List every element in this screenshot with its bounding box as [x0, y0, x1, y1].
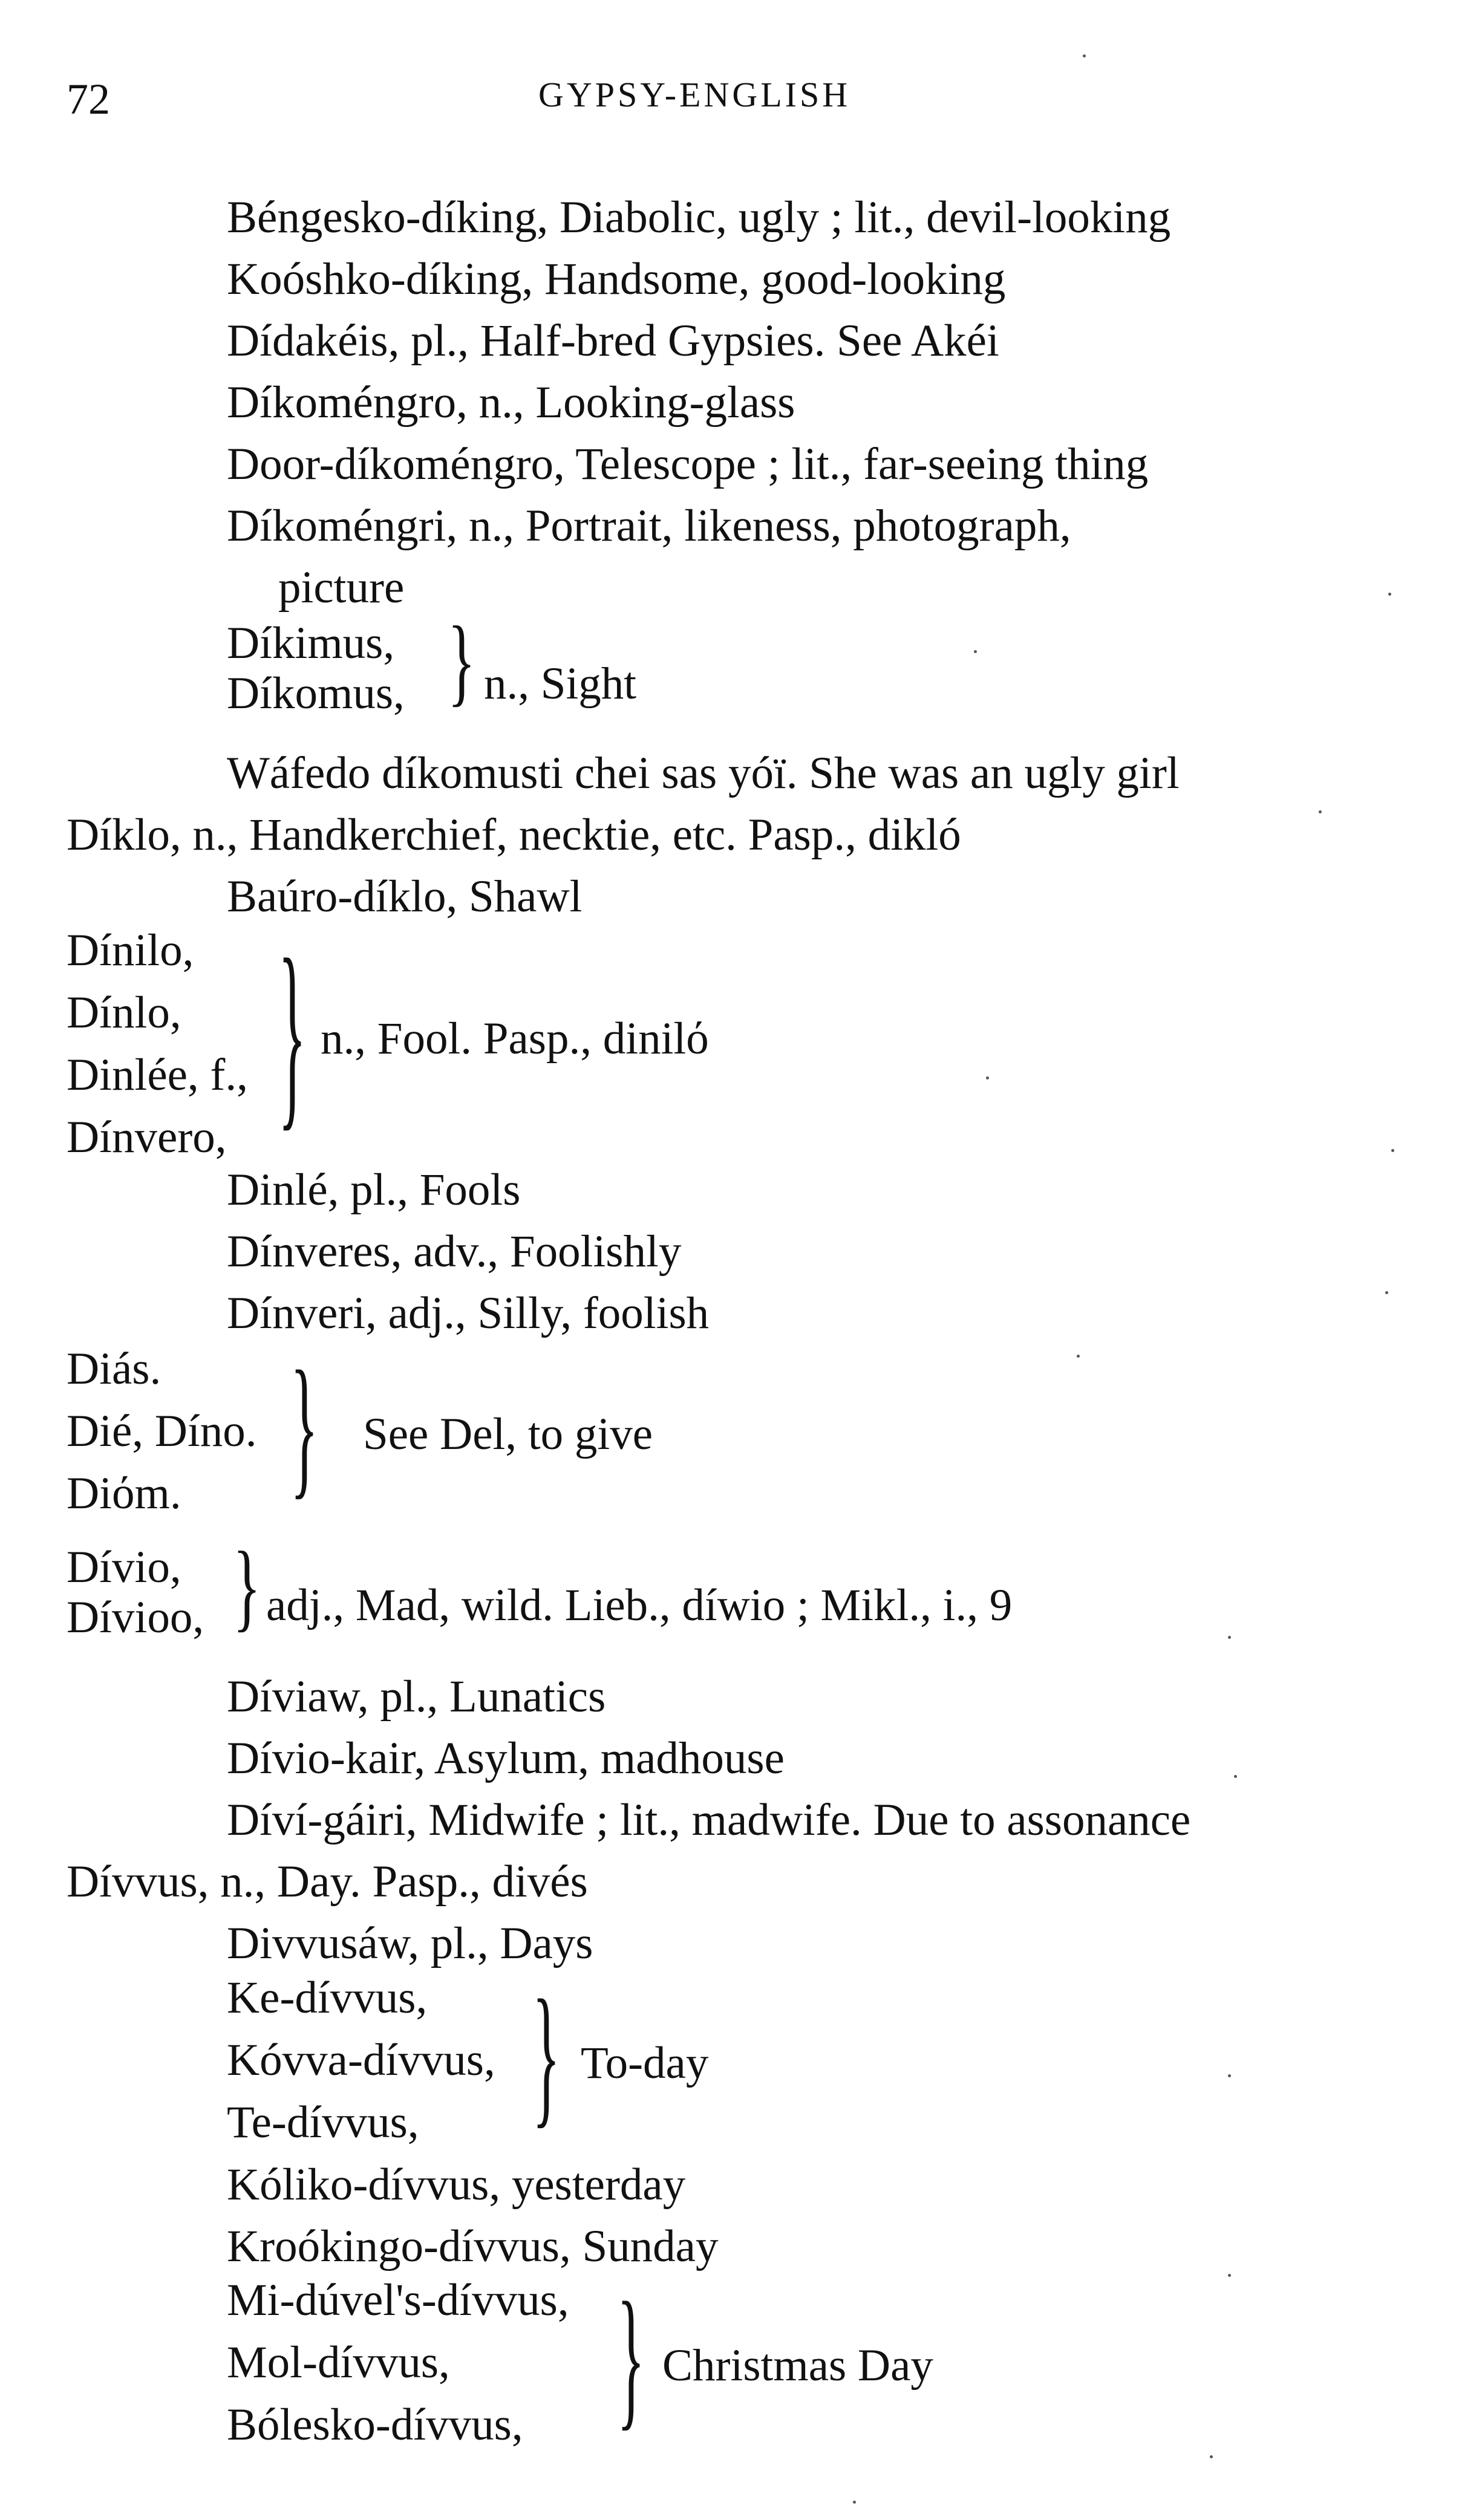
group-item: Ke-dívvus, [227, 1973, 428, 2023]
brace-icon: } [617, 2269, 645, 2444]
entry-line: Baúro-díklo, Shawl [227, 871, 583, 922]
group-item: Dié, Díno. [67, 1406, 257, 1456]
entry-line: Dinlé, pl., Fools [227, 1165, 521, 1215]
speck-mark [853, 2501, 856, 2504]
group-item: Dinlée, f., [67, 1050, 248, 1100]
entry-headword-line: Dívvus, n., Day. Pasp., divés [67, 1857, 588, 1907]
speck-mark [1228, 2074, 1231, 2077]
brace-icon: } [532, 1967, 561, 2142]
speck-mark [1228, 1636, 1231, 1639]
entry-continuation: picture [278, 562, 405, 613]
speck-mark [1391, 1149, 1394, 1152]
entry-line: Béngesko-díking, Diabolic, ugly ; lit., devil-looking [227, 192, 1171, 243]
group-item: Dívio, [67, 1542, 181, 1592]
speck-mark [1234, 1775, 1237, 1778]
bracket-group-today [227, 1967, 495, 2154]
entry-line: Dívio-kair, Asylum, madhouse [227, 1733, 785, 1783]
group-item: Díkomus, [227, 668, 405, 718]
speck-mark [1228, 2274, 1231, 2277]
speck-mark [974, 650, 977, 653]
brace-icon: } [290, 1338, 319, 1513]
group-item: Mi-dúvel's-dívvus, [227, 2275, 569, 2325]
entry-line: Díviaw, pl., Lunatics [227, 1672, 606, 1722]
group-item: Diόm. [67, 1468, 181, 1519]
entry-line: Divvusáw, pl., Days [227, 1918, 593, 1968]
entry-line: Door-díkoméngro, Telescope ; lit., far-seeing thing [227, 439, 1149, 489]
bracket-group-fool [67, 919, 248, 1168]
group-item: Dínlo, [67, 988, 181, 1038]
entry-line: Dínveres, adv., Foolishly [227, 1226, 682, 1277]
group-item: Dínvero, [67, 1112, 227, 1162]
brace-icon: } [448, 605, 476, 716]
brace-icon: } [278, 915, 307, 1148]
speck-mark [1077, 1355, 1080, 1358]
entry-line: Díkoméngro, n., Looking-glass [227, 377, 795, 428]
bracket-group-sight [227, 612, 405, 724]
entry-headword-line: Díklo, n., Handkerchief, necktie, etc. Pasp., dikló [67, 810, 961, 860]
speck-mark [1385, 1291, 1388, 1294]
group-meaning: Christmas Day [662, 2340, 933, 2391]
entry-line: Wáfedo díkomusti chei sas yóï. She was an ugly girl [227, 748, 1180, 798]
speck-mark [1388, 593, 1391, 596]
group-item: Te-dívvus, [227, 2097, 419, 2147]
entry-line: Díkoméngri, n., Portrait, likeness, photograph, [227, 501, 1071, 551]
group-item: Bólesko-dívvus, [227, 2400, 523, 2450]
bracket-group-christmas [227, 2269, 569, 2456]
group-item: Dívioo, [67, 1592, 204, 1643]
group-meaning: adj., Mad, wild. Lieb., díwio ; Mikl., i., 9 [266, 1580, 1013, 1630]
entry-line: Dídakéis, pl., Half-bred Gypsies. See Akéi [227, 316, 999, 366]
group-item: Dínilo, [67, 925, 194, 975]
running-title: GYPSY-ENGLISH [538, 75, 851, 114]
speck-mark [1083, 54, 1086, 57]
group-meaning: To-day [581, 2038, 709, 2088]
group-meaning: n., Sight [484, 659, 637, 709]
page-number: 72 [67, 75, 110, 123]
group-item: Diás. [67, 1344, 162, 1394]
speck-mark [1319, 810, 1322, 813]
entry-line: Koóshko-díking, Handsome, good-looking [227, 254, 1006, 304]
group-item: Kóvva-dívvus, [227, 2035, 495, 2085]
speck-mark [986, 1076, 989, 1079]
entry-line: Dínveri, adj., Silly, foolish [227, 1288, 710, 1338]
brace-icon: } [233, 1531, 261, 1641]
entry-line: Kroókingo-dívvus, Sunday [227, 2221, 719, 2271]
entry-line: Díví-gáiri, Midwife ; lit., madwife. Due to assonance [227, 1795, 1191, 1845]
bracket-group-mad [67, 1536, 204, 1649]
speck-mark [1210, 2455, 1213, 2458]
group-meaning: See Del, to give [363, 1409, 653, 1459]
group-item: Mol-dívvus, [227, 2337, 450, 2388]
entry-line: Kóliko-dívvus, yesterday [227, 2160, 686, 2210]
group-meaning: n., Fool. Pasp., dinilό [321, 1014, 709, 1064]
group-item: Díkimus, [227, 618, 395, 668]
bracket-group-give [67, 1338, 257, 1525]
